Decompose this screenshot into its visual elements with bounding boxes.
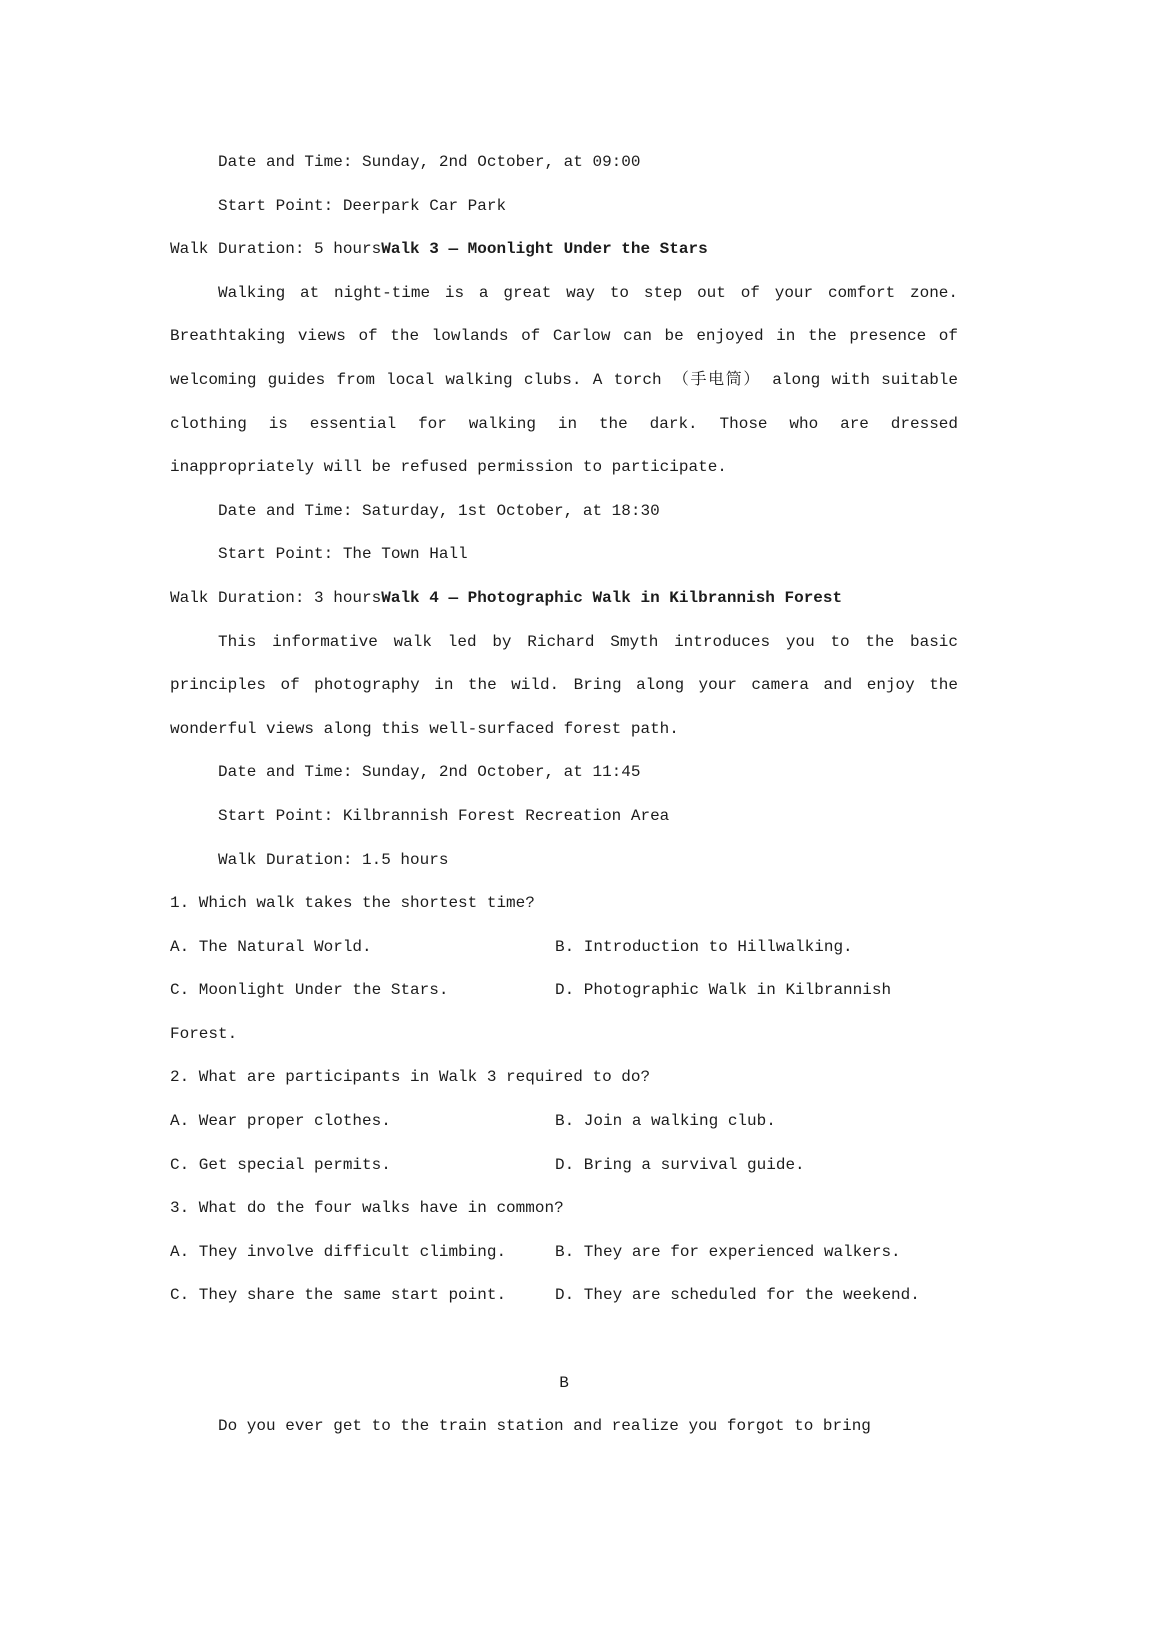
text-run: Date and Time: Saturday, 1st October, at 18:30 bbox=[218, 501, 660, 520]
option-right: D. They are scheduled for the weekend. bbox=[555, 1286, 920, 1305]
text-line bbox=[170, 228, 958, 272]
text-run: Walk Duration: 1.5 hours bbox=[218, 850, 449, 869]
option-left: A. The Natural World. bbox=[170, 937, 372, 956]
text-run: Date and Time: Sunday, 2nd October, at 11:45 bbox=[218, 763, 641, 782]
option-right: D. Bring a survival guide. bbox=[555, 1155, 805, 1174]
text-run: Start Point: Deerpark Car Park bbox=[218, 196, 507, 215]
text-line bbox=[170, 882, 958, 926]
bold-text-run: Walk 3 — Moonlight Under the Stars bbox=[381, 240, 708, 259]
option-right: D. Photographic Walk in Kilbrannish bbox=[555, 981, 892, 1000]
option-left: A. Wear proper clothes. bbox=[170, 1112, 391, 1131]
text-line bbox=[170, 141, 958, 185]
blank-line bbox=[170, 1318, 958, 1362]
text-line bbox=[170, 1187, 958, 1231]
text-line bbox=[170, 751, 958, 795]
option-line bbox=[170, 1144, 958, 1188]
text-run: Start Point: The Town Hall bbox=[218, 545, 468, 564]
text-run: 3. What do the four walks have in common? bbox=[170, 1199, 564, 1218]
option-line bbox=[170, 1274, 958, 1318]
bold-text-run: Walk 4 — Photographic Walk in Kilbrannish Forest bbox=[381, 588, 843, 607]
option-right: B. They are for experienced walkers. bbox=[555, 1242, 901, 1261]
option-left: A. They involve difficult climbing. bbox=[170, 1242, 507, 1261]
paragraph: Do you ever get to the train station and realize you forgot to bring bbox=[218, 1417, 871, 1436]
text-line bbox=[170, 795, 958, 839]
text-line bbox=[170, 1013, 958, 1057]
option-right: B. Introduction to Hillwalking. bbox=[555, 937, 853, 956]
paragraph: Walking at night-time is a great way to step out of your comfort zone. Breathtaking views of the lowlands of Carlow can be enjoyed in the presence of welcoming guides from local walking clubs. A torch （手电筒） along with suitable clothing is essential for walking in the dark. Those who are dressed inappropriately will be refused permission to participate. bbox=[170, 283, 958, 477]
text-run: Walk Duration: 5 hours bbox=[170, 240, 382, 259]
section-label bbox=[170, 1362, 958, 1406]
text-line bbox=[170, 533, 958, 577]
option-line bbox=[170, 1100, 958, 1144]
text-run: Walk Duration: 3 hours bbox=[170, 588, 382, 607]
option-line bbox=[170, 926, 958, 970]
option-left: C. They share the same start point. bbox=[170, 1286, 507, 1305]
text-line bbox=[170, 490, 958, 534]
option-right: B. Join a walking club. bbox=[555, 1112, 776, 1131]
text-run: 2. What are participants in Walk 3 required to do? bbox=[170, 1068, 651, 1087]
option-line bbox=[170, 1231, 958, 1275]
option-line bbox=[170, 969, 958, 1013]
document-body bbox=[170, 141, 958, 1449]
text-line bbox=[170, 577, 958, 621]
text-line bbox=[170, 839, 958, 883]
option-left: C. Moonlight Under the Stars. bbox=[170, 981, 449, 1000]
text-run: B bbox=[559, 1373, 569, 1392]
text-run: Forest. bbox=[170, 1024, 238, 1043]
option-left: C. Get special permits. bbox=[170, 1155, 391, 1174]
text-run: Date and Time: Sunday, 2nd October, at 09:00 bbox=[218, 153, 641, 171]
text-run: 1. Which walk takes the shortest time? bbox=[170, 894, 535, 913]
text-line bbox=[170, 185, 958, 229]
paragraph: This informative walk led by Richard Smyth introduces you to the basic principles of photography in the wild. Bring along your camera and enjoy the wonderful views along this well-surfaced forest path. bbox=[170, 632, 958, 738]
text-line bbox=[170, 1056, 958, 1100]
text-run: Start Point: Kilbrannish Forest Recreation Area bbox=[218, 806, 670, 825]
